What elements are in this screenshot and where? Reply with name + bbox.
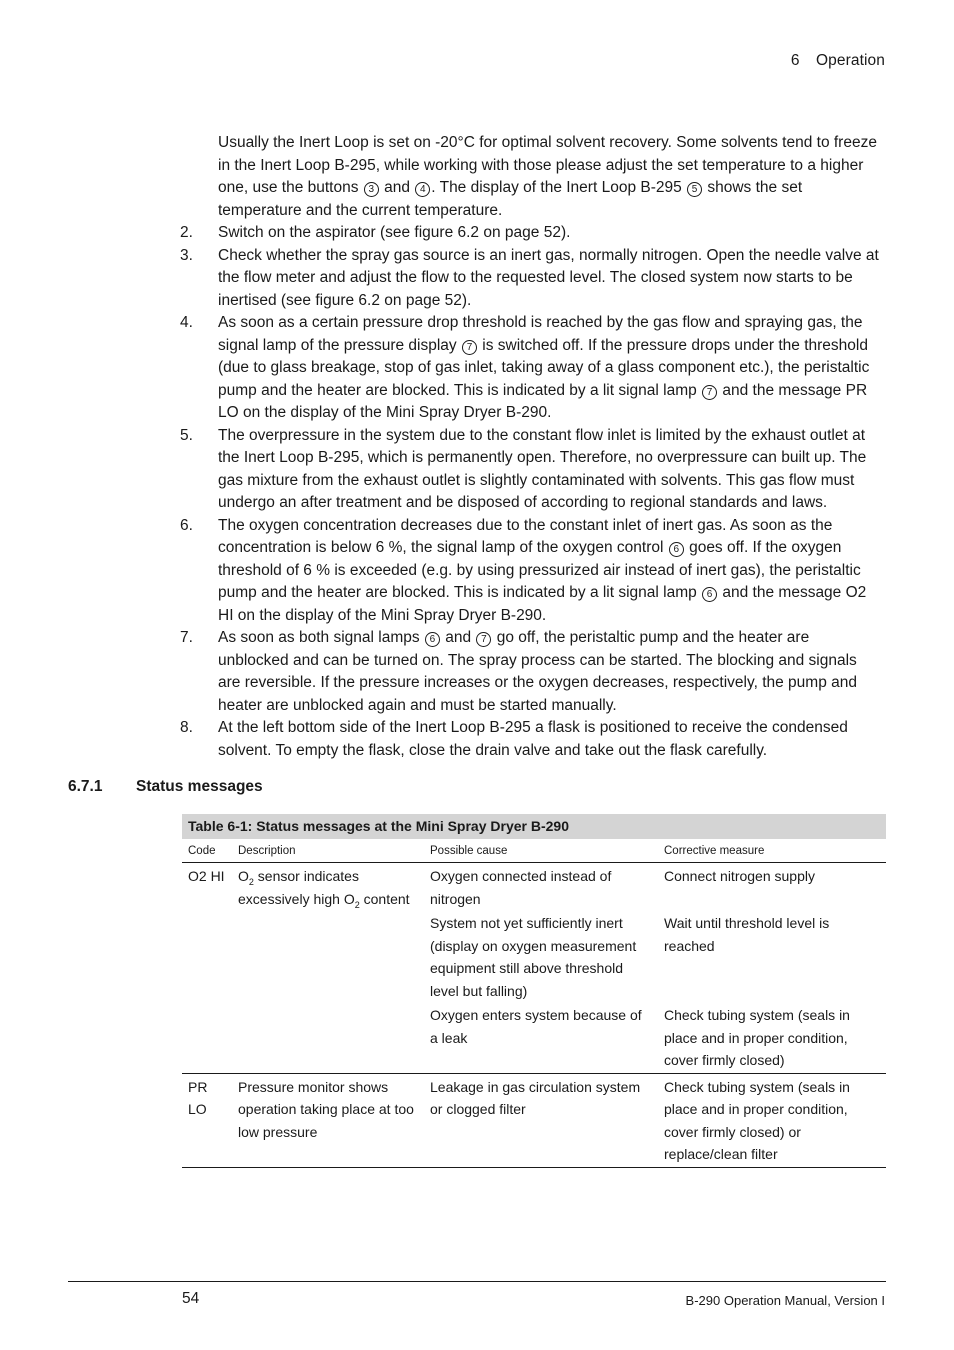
measure-cell: Check tubing system (seals in place and in proper condition, cover firmly closed) or replace/clean filter: [658, 1073, 886, 1167]
step-number: 7.: [180, 629, 193, 646]
cause-cell: Oxygen connected instead of nitrogen: [430, 868, 612, 907]
section-title: Status messages: [136, 778, 263, 795]
intro-text-1: Usually the Inert Loop is set on -20°C for optimal solvent recovery. Some solvents tend to freeze in the Inert Loop B-295, while working with those please adjust the set temperature to a higher one, use the buttons: [218, 134, 877, 196]
step-4: [180, 312, 880, 425]
section-number: 6.7.1: [68, 778, 103, 795]
step-2: [180, 222, 880, 245]
callout-7: 7: [702, 385, 717, 400]
header-cause: Possible cause: [424, 839, 658, 863]
step-text: At the left bottom side of the Inert Loop B-295 a flask is positioned to receive the condensed solvent. To empty the flask, close the drain valve and take out the flask carefully.: [218, 719, 848, 759]
desc-text: O: [238, 868, 249, 884]
step-text: As soon as a certain pressure drop threshold is reached by the gas flow and spraying gas, the signal lamp of the pressure display: [218, 314, 863, 354]
step-number: 2.: [180, 224, 193, 241]
description-cell: [232, 863, 424, 1074]
step-text: and: [440, 629, 476, 646]
subscript: 2: [248, 876, 254, 887]
callout-6: 6: [702, 587, 717, 602]
section-heading: [68, 778, 263, 796]
measure-cell: Check tubing system (seals in place and in proper condition, cover firmly closed): [658, 1002, 886, 1073]
callout-5: 5: [687, 182, 702, 197]
step-number: 8.: [180, 719, 193, 736]
step-5: [180, 425, 880, 515]
header-measure: Corrective measure: [658, 839, 886, 863]
step-number: 5.: [180, 426, 193, 444]
table-row: [182, 1073, 886, 1167]
table-header-row: [182, 839, 886, 863]
step-8: [180, 717, 880, 762]
cause-cell: System not yet sufficiently inert (display on oxygen measurement equipment still above threshold level but falling): [430, 915, 637, 999]
callout-4: 4: [415, 182, 430, 197]
body-text: [180, 132, 880, 762]
intro-paragraph: [218, 132, 880, 222]
chapter-number: 6: [790, 52, 800, 69]
intro-text-4: shows the set temperature and the current temperature.: [218, 179, 803, 219]
step-text: Check whether the spray gas source is an inert gas, normally nitrogen. Open the needle valve at the flow meter and adjust the flow to the requested level. The closed system now starts to be inertised (see figure 6.2 on page 52).: [218, 246, 879, 309]
callout-6: 6: [669, 542, 684, 557]
status-table: [182, 839, 886, 1168]
status-messages-table: [182, 814, 886, 1168]
callout-7: 7: [462, 340, 477, 355]
desc-text: content: [359, 890, 410, 907]
measure-cell: Wait until threshold level is reached: [664, 915, 830, 954]
step-text: Switch on the aspirator (see figure 6.2 on page 52).: [218, 224, 571, 241]
intro-text-3: . The display of the Inert Loop B-295: [431, 179, 687, 196]
table-row: [182, 863, 886, 911]
step-text: and the message O2 HI on the display of the Mini Spray Dryer B-290.: [218, 584, 867, 624]
desc-text: sensor indicates excessively high O: [238, 868, 359, 907]
cause-cell: Oxygen enters system because of a leak: [424, 1002, 658, 1073]
step-number: 3.: [180, 246, 193, 264]
page-number: 54: [182, 1290, 200, 1307]
step-text: The oxygen concentration decreases due to the constant inlet of inert gas. As soon as the concentration is below 6 %, the signal lamp of the oxygen control: [218, 516, 833, 556]
step-number: 4.: [180, 314, 193, 331]
footer-rule: [68, 1281, 886, 1282]
cause-cell: Leakage in gas circulation system or clogged filter: [424, 1073, 658, 1167]
step-text: The overpressure in the system due to the constant flow inlet is limited by the exhaust outlet at the Inert Loop B-295, which is permanently open. Therefore, no overpressure can built up. The gas mixture from the exhaust outlet is slightly contaminated with solvents. This gas flow must undergo an after treatment and be disposed of according to regional standards and laws.: [218, 426, 867, 511]
header-code: Code: [182, 839, 232, 863]
procedure-steps: [180, 222, 880, 762]
measure-cell: Connect nitrogen supply: [664, 868, 815, 884]
callout-3: 3: [364, 182, 379, 197]
step-text: is switched off. If the pressure drops under the threshold (due to glass breakage, stop of gas inlet, taking away of a glass component etc.), the peristaltic pump and the heater are blocked. This is indicated by a lit signal lamp: [218, 336, 870, 399]
step-6: [180, 515, 880, 628]
callout-6: 6: [425, 632, 440, 647]
step-text: and the message PR LO on the display of the Mini Spray Dryer B-290.: [218, 381, 868, 421]
table-caption: Table 6-1: Status messages at the Mini Spray Dryer B-290: [182, 814, 886, 839]
step-text: As soon as both signal lamps: [218, 629, 424, 646]
step-number: 6.: [180, 516, 193, 534]
code-cell: PR LO: [182, 1073, 232, 1167]
callout-7: 7: [476, 632, 491, 647]
intro-text-2: and: [379, 179, 415, 196]
step-7: [180, 627, 880, 717]
step-text: go off, the peristaltic pump and the heater are unblocked and can be turned on. The spray process can be started. The blocking and signals are reversible. If the pressure increases or the oxygen decreases, respectively, the pump and heater are unblocked again and must be started manually.: [218, 629, 857, 714]
step-text: goes off. If the oxygen threshold of 6 % is exceeded (e.g. by using pressurized air instead of inert gas), the peristaltic pump and the heater are blocked. This is indicated by a lit signal lamp: [218, 539, 861, 601]
running-header: [791, 52, 885, 70]
header-description: Description: [232, 839, 424, 863]
chapter-title: Operation: [816, 52, 885, 69]
code-cell: O2 HI: [182, 863, 232, 1074]
manual-title: B-290 Operation Manual, Version I: [685, 1293, 885, 1308]
description-cell: Pressure monitor shows operation taking place at too low pressure: [232, 1073, 424, 1167]
subscript: 2: [354, 899, 360, 910]
step-3: [180, 245, 880, 313]
